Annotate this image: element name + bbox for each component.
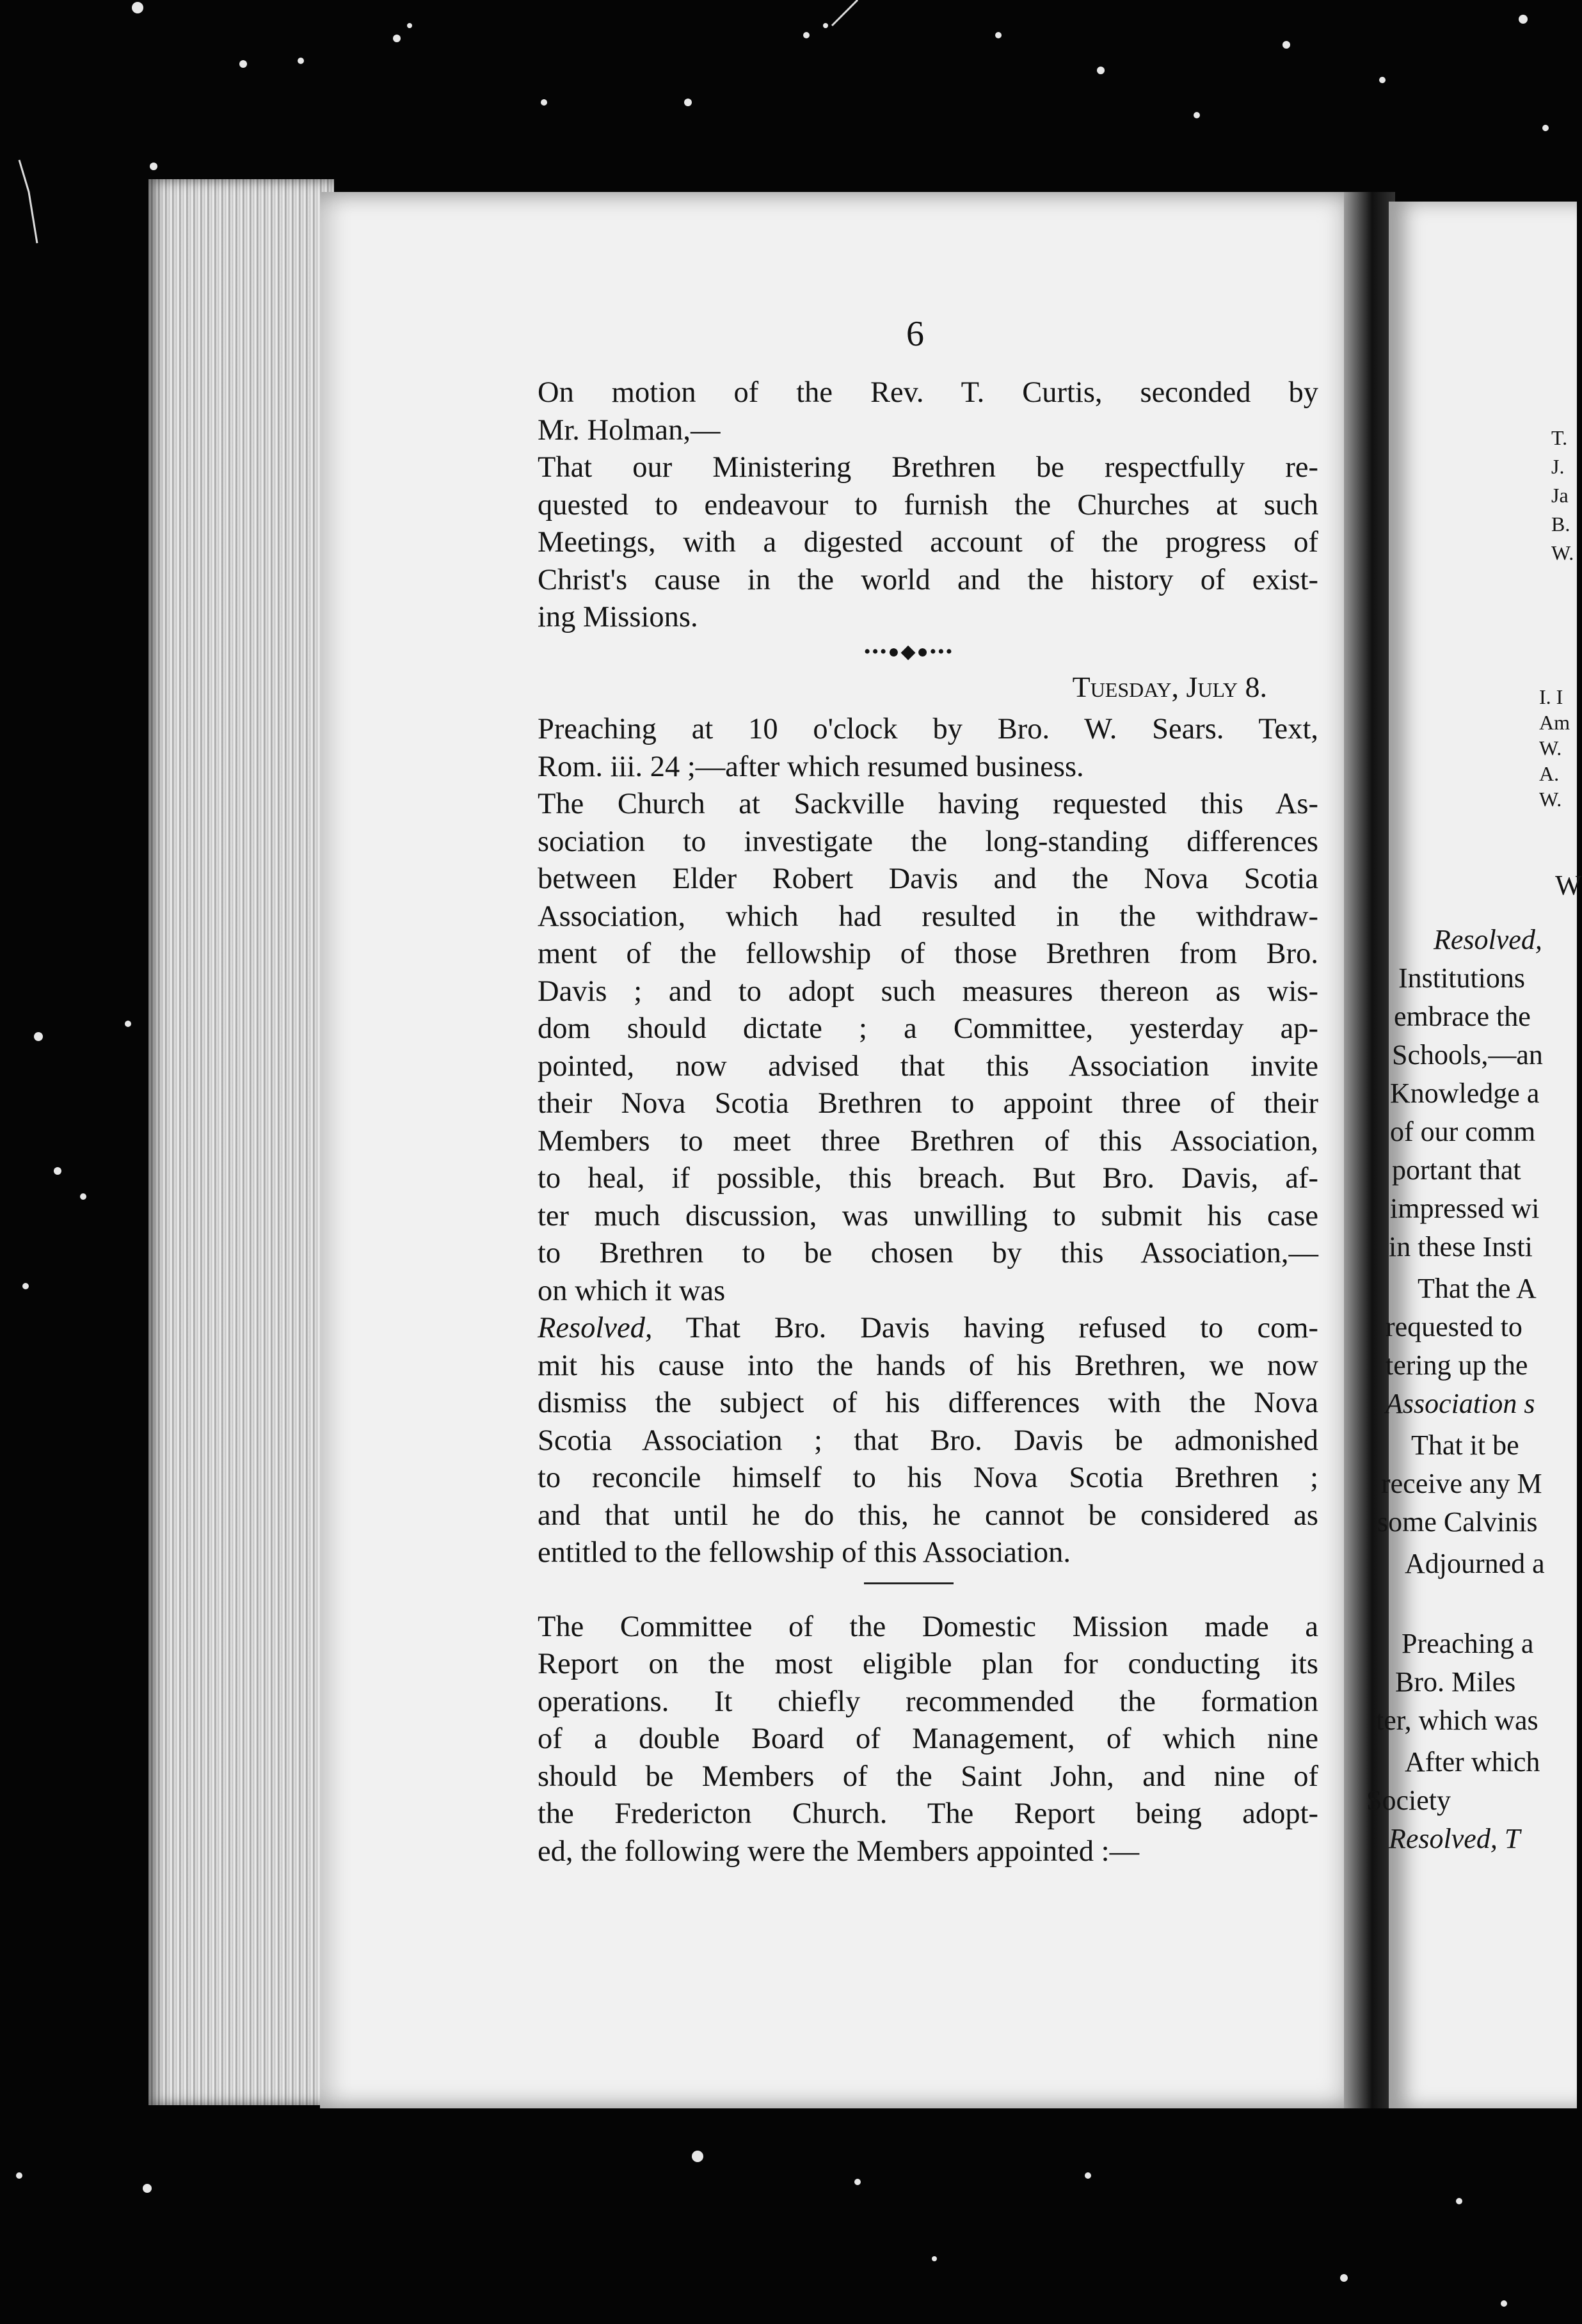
text-line: ed, the following were the Members appointed :— <box>538 1835 1140 1868</box>
text-line: to Brethren to be chosen by this Association,— <box>538 1237 1318 1269</box>
right-page-line: some Calvinis <box>1377 1506 1538 1538</box>
text-line: The Church at Sackville having requested this As- <box>538 788 1318 820</box>
right-page-line: portant that <box>1392 1154 1521 1186</box>
right-page-line: requested to <box>1386 1311 1522 1342</box>
right-page-line: Resolved, <box>1434 924 1542 955</box>
text-line: Members to meet three Brethren of this Association, <box>538 1124 1318 1158</box>
right-page-line: in these Insti <box>1389 1231 1533 1262</box>
text-line: Rom. iii. 24 ;—after which resumed business. <box>538 750 1084 783</box>
right-page-line: of our comm <box>1390 1116 1536 1147</box>
text-line: dismiss the subject of his differences with the Nova <box>538 1387 1318 1419</box>
text-line: Report on the most eligible plan for conducting its <box>538 1648 1318 1680</box>
section-ornament: •••●◆●••• <box>863 641 954 662</box>
text-line: between Elder Robert Davis and the Nova Scotia <box>538 863 1318 895</box>
text-line: Davis ; and to adopt such measures thereon as wis- <box>538 975 1318 1008</box>
text-line: on which it was <box>538 1274 726 1307</box>
text-line: the Fredericton Church. The Report being adopt- <box>538 1797 1318 1830</box>
text-line: dom should dictate ; a Committee, yesterday ap- <box>538 1012 1318 1045</box>
right-page-line: Institutions <box>1398 962 1526 994</box>
paragraph-ministering <box>499 449 1318 637</box>
right-page-line: W. <box>1551 541 1574 564</box>
text-line: their Nova Scotia Brethren to appoint three of their <box>538 1087 1318 1120</box>
right-page-line: W <box>1555 870 1582 901</box>
text-line: pointed, now advised that this Association invite <box>538 1049 1318 1083</box>
text-line: Preaching at 10 o'clock by Bro. W. Sears. Text, <box>538 713 1318 745</box>
right-page-line: Society <box>1366 1785 1451 1816</box>
right-page-line: Adjourned a <box>1405 1548 1545 1579</box>
right-page-line: ter, which was <box>1376 1705 1538 1736</box>
text-line: to reconcile himself to his Nova Scotia Brethren ; <box>538 1461 1318 1494</box>
right-page-line: A. <box>1539 762 1560 785</box>
right-page-line: Knowledge a <box>1390 1078 1540 1109</box>
right-page-line: That it be <box>1411 1429 1519 1461</box>
right-page-line: impressed wi <box>1390 1193 1540 1224</box>
left-page-text <box>499 374 1318 1870</box>
paragraph-motion <box>499 374 1318 449</box>
right-page-line: Ja <box>1551 484 1569 507</box>
right-page-line: Association s <box>1386 1388 1535 1419</box>
paragraph-domestic-mission <box>499 1609 1318 1871</box>
text-line: ment of the fellowship of those Brethren from Bro. <box>538 937 1318 970</box>
text-line: Meetings, with a digested account of the progress of <box>538 526 1318 559</box>
paragraph-resolved <box>499 1310 1318 1572</box>
right-page-line: B. <box>1551 513 1570 536</box>
page-number: 6 <box>906 314 924 354</box>
text-line: to heal, if possible, this breach. But Bro. Davis, af- <box>538 1162 1318 1195</box>
text-line: That our Ministering Brethren be respectfully re- <box>538 451 1318 484</box>
text-line: and that until he do this, he cannot be considered as <box>538 1499 1318 1532</box>
text-line: ing Missions. <box>538 601 698 633</box>
book-page-edges <box>148 179 334 2105</box>
text-line: quested to endeavour to furnish the Churches at such <box>538 488 1318 521</box>
text-line: ter much discussion, was unwilling to submit his case <box>538 1199 1318 1232</box>
text-line: Scotia Association ; that Bro. Davis be admonished <box>538 1424 1318 1457</box>
text-line: On motion of the Rev. T. Curtis, seconded by <box>538 376 1318 409</box>
right-page-line: J. <box>1551 455 1565 478</box>
text-line: Resolved, That Bro. Davis having refused to com- <box>538 1312 1318 1344</box>
paragraph-preaching <box>499 711 1318 786</box>
dateline: Tuesday, July 8. <box>1072 670 1267 703</box>
right-page-line: receive any M <box>1381 1468 1542 1499</box>
right-page-line: embrace the <box>1394 1001 1531 1032</box>
paragraph-sackville <box>499 786 1318 1310</box>
right-page-line: I. I <box>1539 685 1563 708</box>
right-page-line: Am <box>1539 711 1570 734</box>
text-line: of a double Board of Management, of which nine <box>538 1723 1318 1755</box>
text-line: entitled to the fellowship of this Association. <box>538 1536 1071 1569</box>
right-page-line: tering up the <box>1386 1349 1528 1381</box>
text-line: Christ's cause in the world and the history of exist- <box>538 563 1318 596</box>
text-line: Mr. Holman,— <box>538 413 721 447</box>
right-page-line: Resolved, T <box>1389 1823 1521 1854</box>
right-page-line: W. <box>1539 736 1562 760</box>
right-page-line: Schools,—an <box>1392 1039 1543 1070</box>
right-page-line: After which <box>1405 1746 1540 1778</box>
text-line: operations. It chiefly recommended the formation <box>538 1685 1318 1718</box>
right-page-line: Preaching a <box>1402 1628 1534 1659</box>
book-gutter <box>1344 192 1395 2108</box>
text-line: mit his cause into the hands of his Brethren, we now <box>538 1349 1318 1382</box>
right-page-line: Bro. Miles <box>1395 1666 1516 1698</box>
text-line: Association, which had resulted in the withdraw- <box>538 900 1318 933</box>
right-page-line: That the A <box>1418 1273 1537 1304</box>
text-line: sociation to investigate the long-standing differences <box>538 825 1318 858</box>
text-line: should be Members of the Saint John, and nine of <box>538 1760 1318 1793</box>
right-page-line: W. <box>1539 788 1562 811</box>
section-rule <box>864 1582 954 1584</box>
right-page-line: T. <box>1551 426 1568 449</box>
text-line: The Committee of the Domestic Mission made a <box>538 1610 1318 1643</box>
